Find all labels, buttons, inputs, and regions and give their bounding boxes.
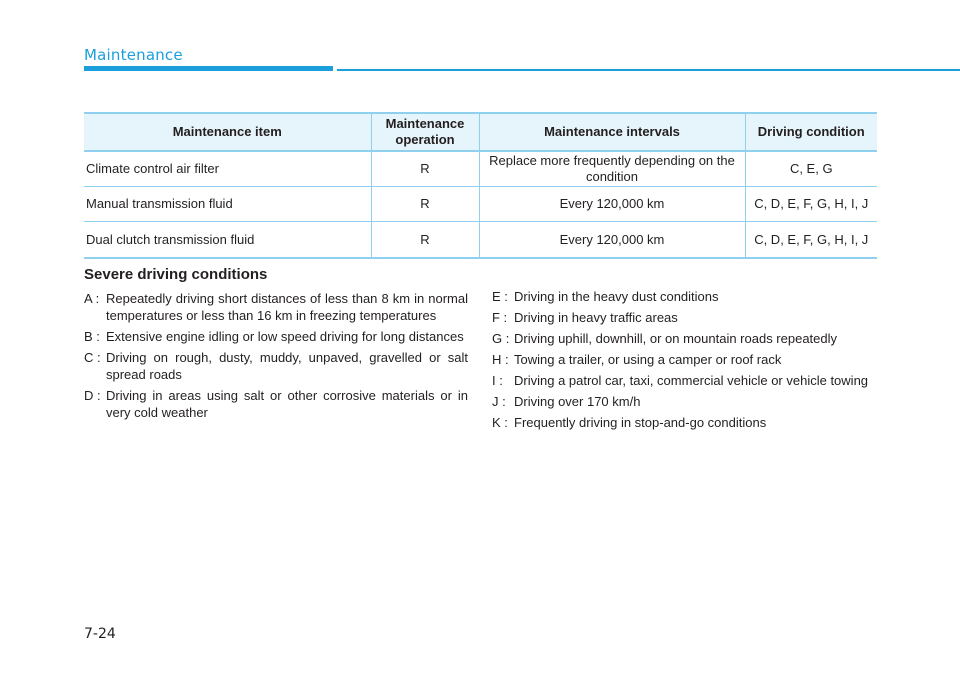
condition-text: Towing a trailer, or using a camper or roof rack (514, 352, 782, 367)
condition-letter: F : (492, 310, 508, 325)
condition-text: Driving in heavy traffic areas (514, 310, 678, 325)
list-item (492, 393, 882, 410)
list-item (492, 330, 882, 347)
condition-letter: D : (84, 388, 101, 403)
table-header-row (84, 113, 877, 151)
condition-text: Frequently driving in stop-and-go conditions (514, 415, 767, 430)
condition-text: Driving over 170 km/h (514, 394, 641, 409)
table-row (84, 151, 877, 187)
severe-conditions-title: Severe driving conditions (84, 266, 268, 283)
cell-operation: R (371, 187, 479, 222)
condition-letter: J : (492, 394, 506, 409)
column-header-item: Maintenance item (84, 113, 371, 151)
cell-condition: C, D, E, F, G, H, I, J (745, 222, 877, 259)
list-item (492, 288, 882, 305)
maintenance-table (84, 112, 877, 259)
condition-letter: I : (492, 373, 503, 388)
section-title: Maintenance (84, 46, 183, 64)
conditions-list-right (492, 288, 882, 435)
cell-item: Climate control air filter (84, 151, 371, 187)
cell-interval: Every 120,000 km (479, 222, 745, 259)
cell-operation: R (371, 151, 479, 187)
condition-text: Repeatedly driving short distances of less than 8 km in normal temperatures or less than 16 km in freezing temperatures (106, 291, 468, 323)
condition-text: Driving in areas using salt or other corrosive materials or in very cold weather (106, 388, 468, 420)
condition-text: Driving uphill, downhill, or on mountain roads repeatedly (514, 331, 838, 346)
condition-letter: A : (84, 291, 100, 306)
list-item (84, 349, 468, 383)
condition-text: Driving a patrol car, taxi, commercial vehicle or vehicle towing (514, 373, 869, 388)
condition-text: Extensive engine idling or low speed driving for long distances (106, 329, 464, 344)
cell-interval: Every 120,000 km (479, 187, 745, 222)
condition-text: Driving on rough, dusty, muddy, unpaved, gravelled or salt spread roads (106, 350, 468, 382)
condition-letter: E : (492, 289, 508, 304)
cell-item: Dual clutch transmission fluid (84, 222, 371, 259)
header-rule-thick (84, 66, 333, 71)
table-row (84, 222, 877, 259)
condition-letter: C : (84, 350, 101, 365)
condition-letter: G : (492, 331, 510, 346)
cell-operation: R (371, 222, 479, 259)
cell-condition: C, E, G (745, 151, 877, 187)
list-item (492, 351, 882, 368)
condition-letter: H : (492, 352, 509, 367)
table-row (84, 187, 877, 222)
list-item (492, 372, 882, 389)
list-item (84, 290, 468, 324)
conditions-list-left (84, 290, 468, 425)
cell-interval: Replace more frequently depending on the condition (479, 151, 745, 187)
condition-letter: K : (492, 415, 508, 430)
condition-text: Driving in the heavy dust conditions (514, 289, 719, 304)
list-item (84, 387, 468, 421)
column-header-condition: Driving condition (745, 113, 877, 151)
list-item (492, 309, 882, 326)
list-item (84, 328, 468, 345)
condition-letter: B : (84, 329, 100, 344)
column-header-intervals: Maintenance intervals (479, 113, 745, 151)
column-header-operation: Maintenance operation (371, 113, 479, 151)
cell-condition: C, D, E, F, G, H, I, J (745, 187, 877, 222)
header-rule-thin (337, 69, 960, 71)
list-item (492, 414, 882, 431)
cell-item: Manual transmission fluid (84, 187, 371, 222)
page-number: 7-24 (84, 626, 116, 642)
